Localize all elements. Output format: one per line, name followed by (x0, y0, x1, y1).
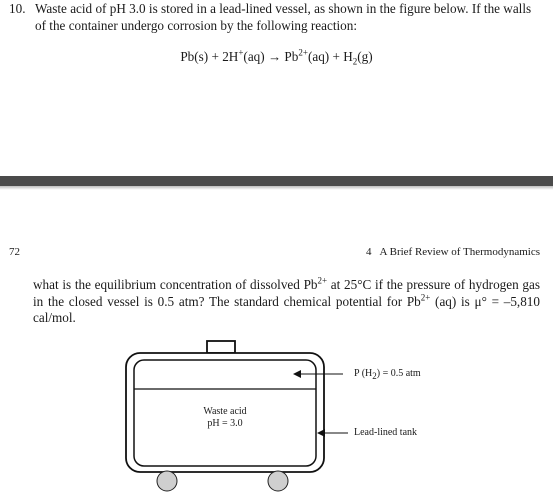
problem-statement (9, 0, 544, 34)
tank-label: Lead-lined tank (354, 427, 418, 438)
pressure-label-post: ) = 0.5 atm (376, 368, 421, 379)
lid-knob (207, 341, 235, 353)
hydrogen-subscript: 2 (352, 56, 358, 67)
chapter-title: A Brief Review of Thermodynamics (379, 246, 540, 258)
lead-ion-charge-2: 2+ (420, 292, 431, 303)
continuation-paragraph (33, 277, 540, 327)
continuation-seg-3: (aq) is μ° = –5,810 cal/mol. (33, 293, 540, 325)
continuation-seg-2: at 25°C if the pressure of hydrogen gas in the closed vessel is 0.5 atm? The standard chemical potential for Pb (33, 277, 540, 309)
reaction-lhs: Pb(s) + 2H (180, 49, 239, 64)
reaction-equation (0, 49, 553, 65)
problem-line-2: of the container undergo corrosion by the following reaction: (35, 18, 358, 33)
acid-label (190, 406, 260, 430)
page-header (9, 246, 540, 258)
tank-diagram (0, 335, 553, 503)
acid-label-line-2: pH = 3.0 (207, 418, 243, 429)
page-divider-shadow (0, 186, 553, 190)
right-wheel (268, 471, 288, 491)
page-number: 72 (9, 246, 20, 258)
hydrogen-ion-charge: + (238, 47, 244, 58)
tank-figure (0, 335, 553, 503)
pressure-label (354, 368, 421, 379)
problem-text (35, 0, 544, 34)
left-wheel (157, 471, 177, 491)
acid-label-line-1: Waste acid (203, 406, 247, 417)
reaction-middle: (aq) → Pb (243, 49, 299, 64)
problem-number: 10. (9, 1, 26, 16)
problem-line-1: Waste acid of pH 3.0 is stored in a lead-lined vessel, as shown in the figure below. If the walls (35, 1, 532, 16)
chapter-number: 4 (366, 246, 372, 258)
continuation-seg-1: what is the equilibrium concentration of dissolved Pb (33, 277, 318, 292)
pressure-label-sub: 2 (372, 371, 377, 381)
reaction-rhs: (aq) + H (307, 49, 353, 64)
page-divider (0, 176, 553, 186)
lead-ion-charge-1: 2+ (317, 275, 328, 286)
reaction-gas-state: (g) (357, 49, 373, 64)
running-head (366, 246, 540, 258)
pressure-label-pre: P (H (354, 368, 373, 379)
lead-ion-charge: 2+ (298, 47, 308, 58)
